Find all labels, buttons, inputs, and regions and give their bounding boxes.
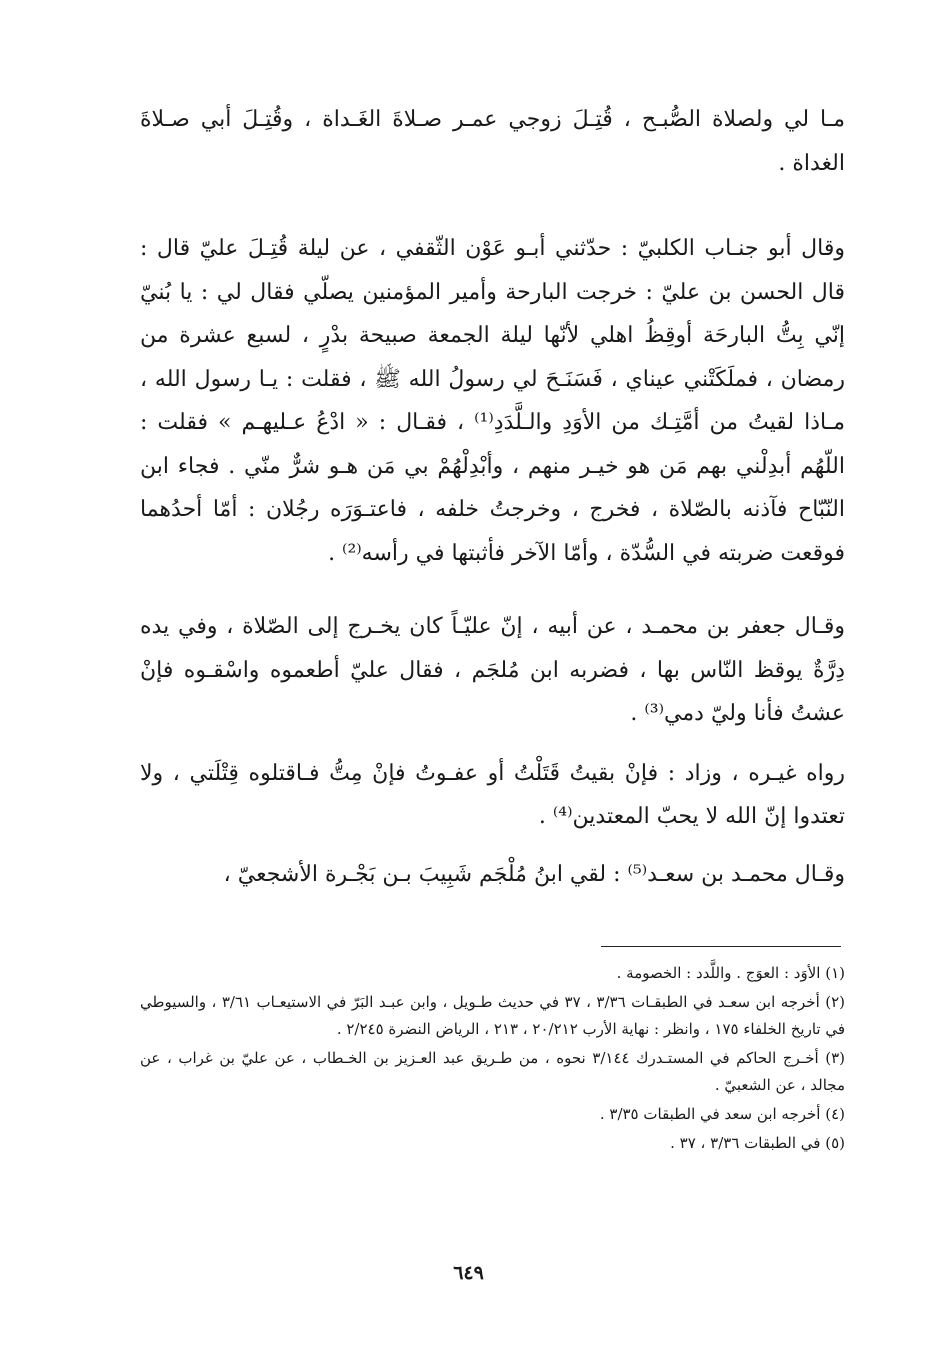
- paragraph-1: مـا لي ولصلاة الصُّبـح ، قُتِـلَ زوجي عمـر صـلاةَ الغَـداة ، وقُتِـلَ أبي صـلاةَ الغداة .: [140, 107, 845, 176]
- footnote-2: (٢) أخرجه ابن سعـد في الطبقـات ٣/٣٦ ، ٣٧ في حديث طـويل ، وابن عبـد البَرّ في الاستيعـاب ٣/٦١ ، والسيوطي في تاريخ الخلفاء ١٧٥ ، وانظر : نهاية الأرب ٢٠/٢١٢ ، ٢١٣ ، الرياض النضرة ٢/٢٤٥ .: [140, 993, 845, 1038]
- paragraph-4: رواه غيـره ، وزاد : فإنْ بقيتُ قَتَلْتُ أو عفـوتُ فإنْ مِتُّ فـاقتلوه قِتْلَتي ، ولا تعتدوا إنّ الله لا يحبّ المعتدين⁽⁴⁾ .: [140, 760, 845, 829]
- footnotes: [140, 960, 845, 1159]
- main-text: [140, 98, 845, 896]
- paragraph-5: وقـال محمـد بن سعـد⁽⁵⁾ : لقي ابنُ مُلْجَم شَبِيبَ بـن بَجْـرة الأشجعيّ ،: [223, 861, 845, 887]
- page-number: ٦٤٩: [453, 1262, 484, 1284]
- footnote-5: (٥) في الطبقات ٣/٣٦ ، ٣٧ .: [670, 1134, 845, 1152]
- footnote-divider: [601, 946, 841, 947]
- paragraph-3: وقـال جعفر بن محمـد ، عن أبيه ، إنّ عليّـاً كان يخـرج إلى الصّلاة ، وفي يده دِرَّةٌ يوقظ النّاس بها ، فضربه ابن مُلجَم ، فقال عليّ أطعموه واسْقـوه فإنْ عشتُ فأنا وليّ دمي⁽³⁾ .: [140, 614, 845, 726]
- footnote-4: (٤) أخرجه ابن سعد في الطبقات ٣/٣٥ .: [599, 1105, 845, 1123]
- footnote-1: (١) الأوَد : العوَج . واللَّدد : الخصومة .: [616, 964, 845, 982]
- footnote-3: (٣) أخـرج الحاكم في المستـدرك ٣/١٤٤ نحوه ، من طـريق عبد العـزيز بن الخـطاب ، عن عليّ بن غراب ، عن مجالد ، عن الشعبيّ .: [140, 1049, 845, 1094]
- paragraph-2: وقال أبو جنـاب الكلبيّ : حدّثني أبـو عَوْن الثّقفي ، عن ليلة قُتِـلَ عليّ قال : قال الحسن بن عليّ : خرجت البارحة وأمير المؤمنين يصلّي فقال لي : يا بُنيّ إنّي بِتُّ البارحَة أوقِظُ اهلي لأنّها ليلة الجمعة صبيحة بدْرٍ ، لسبع عشرة من رمضان ، فملَكَتْني عيناي ، فَسَنَـحَ لي رسولُ الله ﷺ ، فقلت : يـا رسول الله ، مـاذا لقيتُ من أمَّتِـك من الأوَدِ والـلَّدَدِ⁽¹⁾ ، فقـال : « ادْعُ عـليهـم » فقلت : اللّهُم أبدِلْني بهم مَن هو خيـر منهم ، وأبْدِلْهُمْ بي مَن هـو شرٌّ منّي . فجاء ابن النّبّاح فآذنه بالصّلاة ، فخرج ، وخرجتُ خلفه ، فاعتـوَرَه رجُلان : أمّا أحدُهما فوقعت ضربته في السُّدّة ، وأمّا الآخر فأثبتها في رأسه⁽²⁾ .: [140, 236, 845, 566]
